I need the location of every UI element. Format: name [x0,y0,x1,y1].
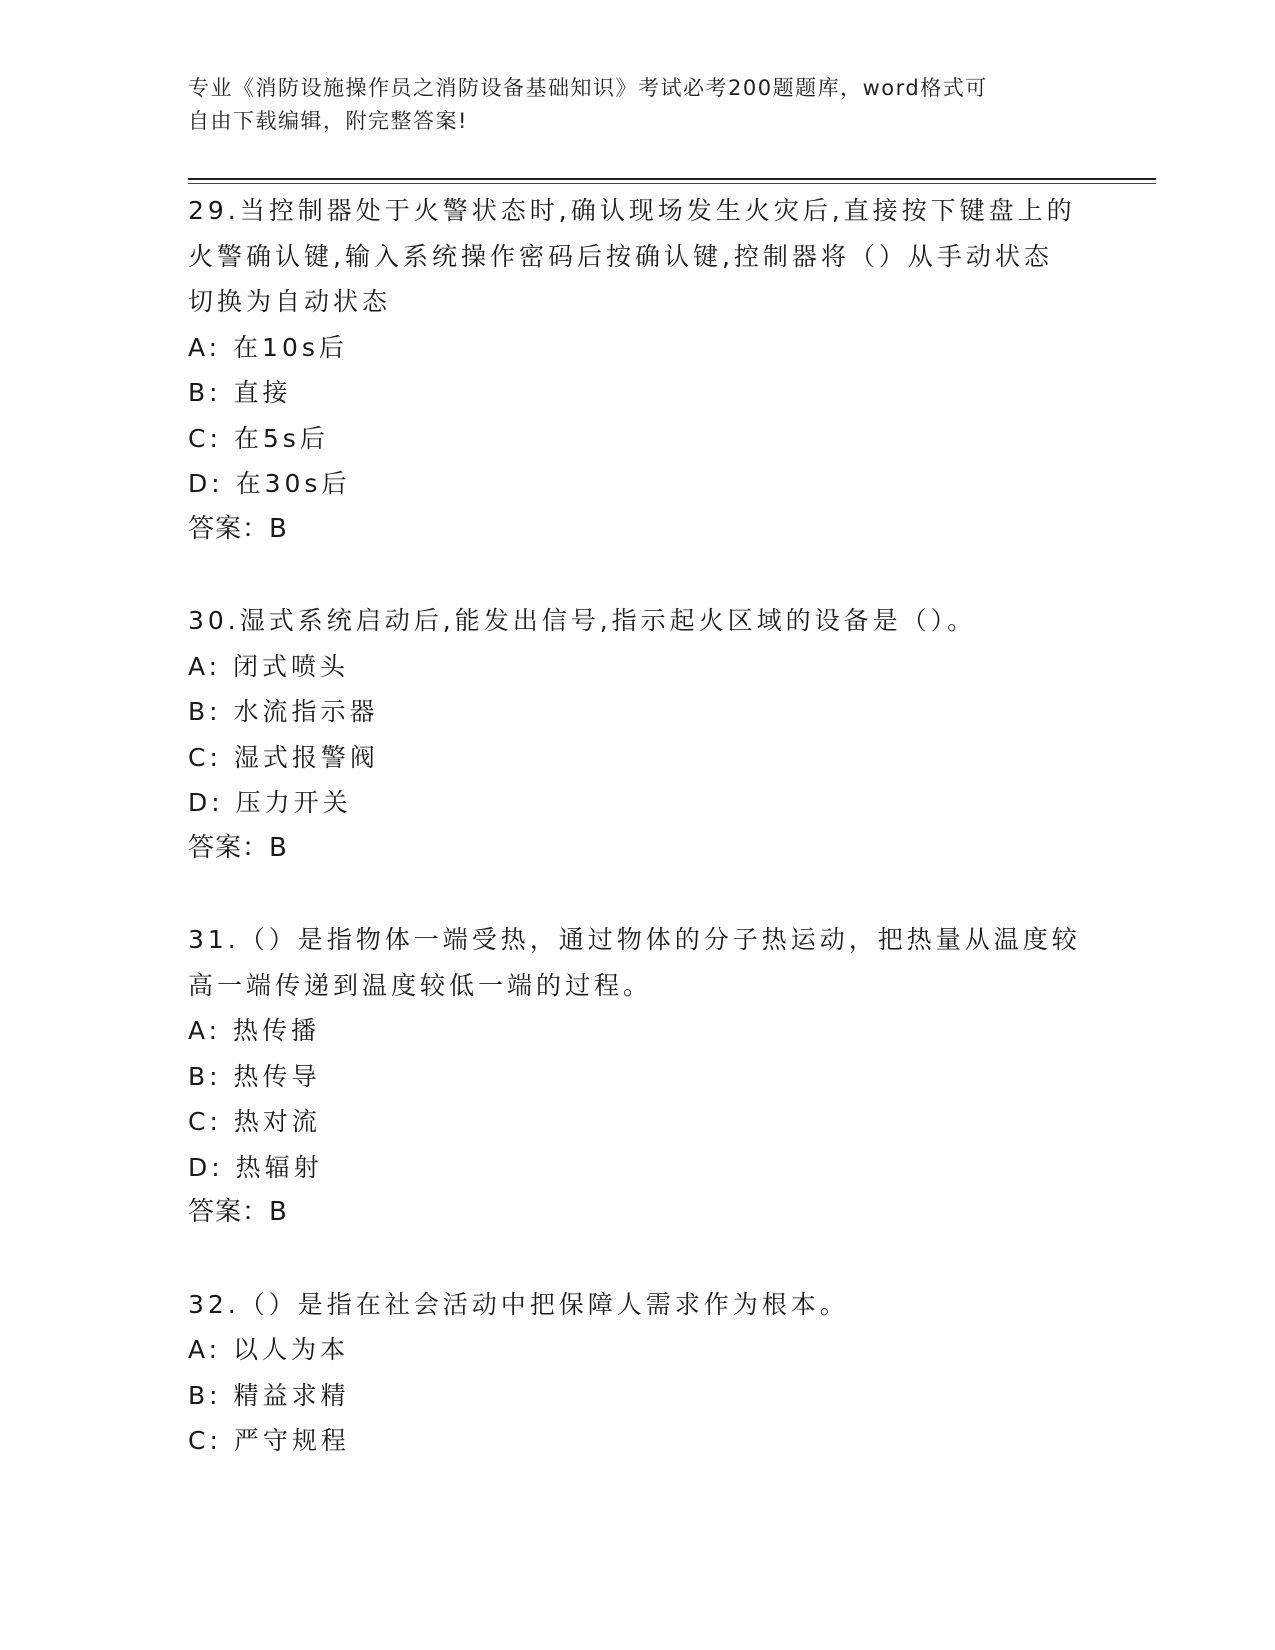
question-30 [188,598,1088,871]
option-c: C: 严守规程 [188,1426,350,1455]
header-divider-thin [188,183,1156,184]
header-divider-thick [188,178,1156,180]
option-b: B: 精益求精 [188,1380,350,1410]
option-a: A: 在10s后 [188,332,348,362]
header-line-2: 自由下载编辑，附完整答案! [188,109,468,133]
question-31 [188,917,1088,1236]
option-b: B: 水流指示器 [188,697,379,726]
question-text: 32.（）是指在社会活动中把保障人需求作为根本。 [188,1289,849,1319]
question-list [188,188,1088,1510]
question-29 [188,188,1088,552]
document-header [188,72,1068,138]
option-a: A: 以人为本 [188,1335,350,1364]
question-text: 火警确认键,输入系统操作密码后按确认键,控制器将（）从手动状态 [188,241,1053,271]
option-d: D: 热辐射 [188,1152,323,1182]
option-c: C: 在5s后 [188,423,329,453]
option-c: C: 热对流 [188,1107,321,1136]
question-text: 30.湿式系统启动后,能发出信号,指示起火区域的设备是（）。 [188,606,977,635]
question-text: 高一端传递到温度较低一端的过程。 [188,970,653,1000]
question-text: 切换为自动状态 [188,287,392,316]
option-c: C: 湿式报警阀 [188,742,379,772]
option-d: D: 在30s后 [188,469,351,498]
option-b: B: 直接 [188,378,292,407]
question-text: 31.（）是指物体一端受热，通过物体的分子热运动，把热量从温度较 [188,925,1081,954]
answer: 答案：B [188,1197,288,1227]
option-d: D: 压力开关 [188,788,352,817]
option-a: A: 闭式喷头 [188,651,350,681]
option-b: B: 热传导 [188,1061,321,1091]
header-line-1: 专业《消防设施操作员之消防设备基础知识》考试必考200题题库，word格式可 [188,76,988,100]
option-a: A: 热传播 [188,1016,321,1045]
question-text: 29.当控制器处于火警状态时,确认现场发生火灾后,直接按下键盘上的 [188,196,1076,225]
answer: 答案：B [188,513,288,544]
question-32 [188,1282,1088,1464]
answer: 答案：B [188,832,288,863]
